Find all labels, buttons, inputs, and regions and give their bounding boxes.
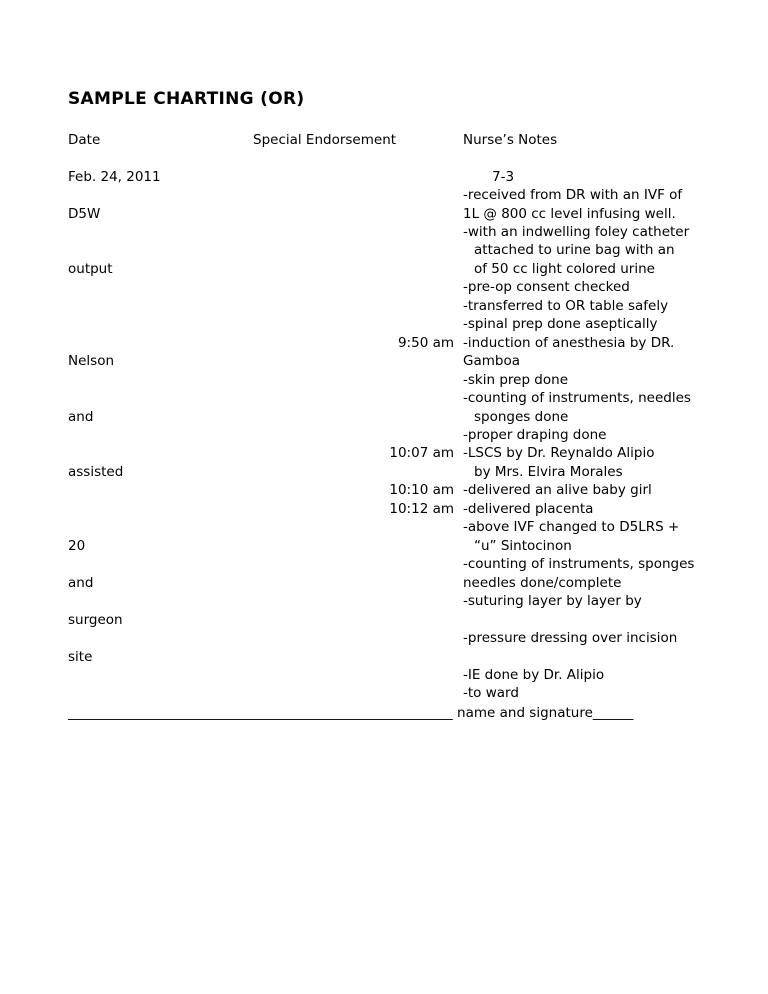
note-line: needles done/complete xyxy=(463,575,622,591)
note-line: -with an indwelling foley catheter xyxy=(463,224,690,240)
note-line: -delivered placenta xyxy=(463,501,594,517)
note-line: -induction of anesthesia by DR. xyxy=(463,335,675,351)
note-line: -transferred to OR table safely xyxy=(463,298,669,314)
note-line: -proper draping done xyxy=(463,427,607,443)
left-word: site xyxy=(68,649,93,665)
note-line: -LSCS by Dr. Reynaldo Alipio xyxy=(463,445,655,461)
time-entry: 10:07 am xyxy=(389,445,454,461)
note-line: of 50 cc light colored urine xyxy=(474,261,655,277)
left-word: surgeon xyxy=(68,612,123,628)
note-line: -above IVF changed to D5LRS + xyxy=(463,519,680,535)
note-line: “u” Sintocinon xyxy=(474,538,572,554)
header-nurses-notes: Nurse’s Notes xyxy=(463,132,558,148)
header-date: Date xyxy=(68,132,101,148)
time-entry: 10:12 am xyxy=(389,501,454,517)
note-line: by Mrs. Elvira Morales xyxy=(474,464,623,480)
note-line: 1L @ 800 cc level infusing well. xyxy=(463,206,676,222)
signature-line: _________________________________________________________ name and signature______ xyxy=(68,705,634,721)
note-line: Gamboa xyxy=(463,353,520,369)
note-line: attached to urine bag with an xyxy=(474,242,675,258)
left-word: and xyxy=(68,575,94,591)
time-entry: 9:50 am xyxy=(397,335,454,351)
left-word: assisted xyxy=(68,464,124,480)
note-line: -IE done by Dr. Alipio xyxy=(463,667,605,683)
left-word: D5W xyxy=(68,206,101,222)
left-word: and xyxy=(68,409,94,425)
note-line: sponges done xyxy=(474,409,569,425)
note-line: -counting of instruments, sponges xyxy=(463,556,695,572)
left-word: Nelson xyxy=(68,353,115,369)
note-line: -pressure dressing over incision xyxy=(463,630,678,646)
note-line: -received from DR with an IVF of xyxy=(463,187,683,203)
note-line: -pre-op consent checked xyxy=(463,279,630,295)
note-line: -suturing layer by layer by xyxy=(463,593,642,609)
note-line: -skin prep done xyxy=(463,372,569,388)
time-entry: 10:10 am xyxy=(389,482,454,498)
note-line: -delivered an alive baby girl xyxy=(463,482,652,498)
left-word: output xyxy=(68,261,113,277)
left-word: 20 xyxy=(68,538,86,554)
entry-date: Feb. 24, 2011 xyxy=(68,169,161,185)
note-line: -spinal prep done aseptically xyxy=(463,316,658,332)
page-title: SAMPLE CHARTING (OR) xyxy=(68,89,305,109)
note-line: -to ward xyxy=(463,685,519,701)
note-line: -counting of instruments, needles xyxy=(463,390,691,406)
header-special-endorsement: Special Endorsement xyxy=(253,132,397,148)
shift-label: 7-3 xyxy=(492,169,515,185)
